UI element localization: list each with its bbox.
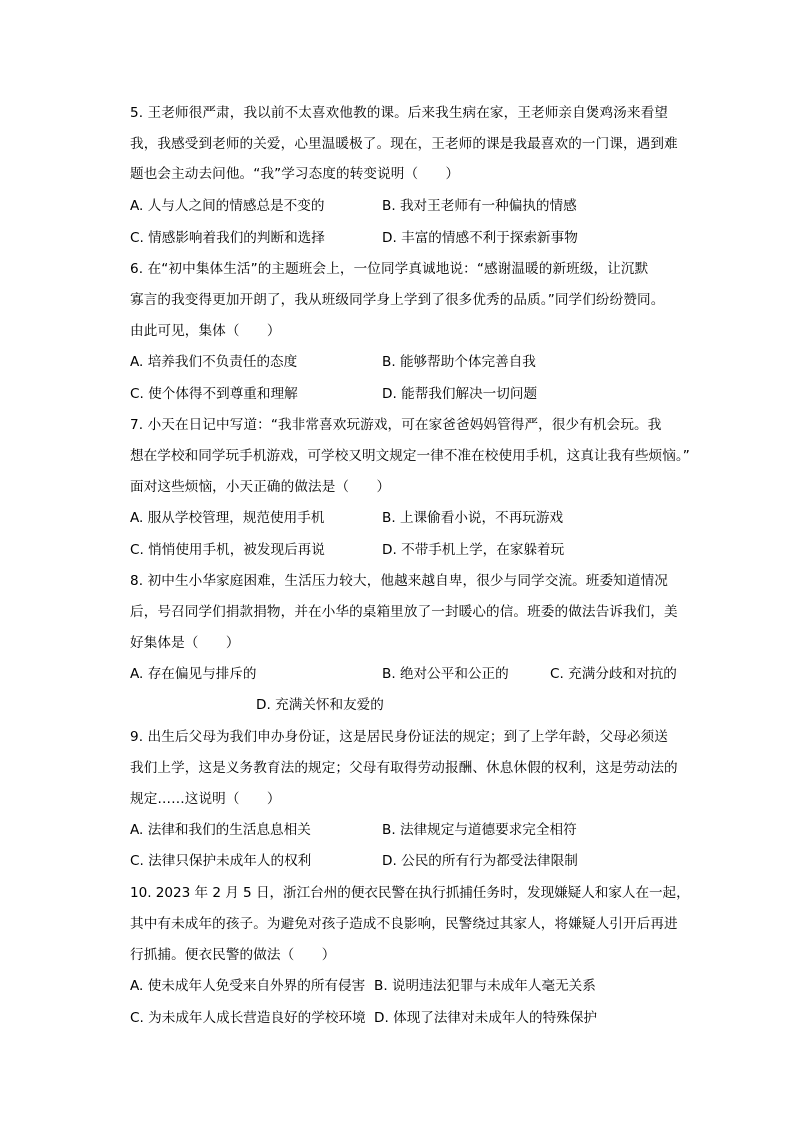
question-8-option-a: A. 存在偏见与排斥的 bbox=[130, 666, 257, 682]
question-7-line-2: 想在学校和同学玩手机游戏，可学校又明文规定一律不准在校使用手机，这真让我有些烦恼。” bbox=[130, 448, 690, 464]
question-6-option-c: C. 使个体得不到尊重和理解 bbox=[130, 386, 298, 402]
question-8-option-b: B. 绝对公平和公正的 bbox=[382, 666, 509, 682]
question-5-line-1: 5. 王老师很严肃，我以前不太喜欢他教的课。后来我生病在家，王老师亲自煲鸡汤来看望 bbox=[130, 105, 668, 121]
question-8-line-3: 好集体是（ ） bbox=[130, 635, 240, 651]
question-7-line-3: 面对这些烦恼，小天正确的做法是（ ） bbox=[130, 479, 391, 495]
question-5-option-c: C. 情感影响着我们的判断和选择 bbox=[130, 230, 325, 246]
question-5-option-b: B. 我对王老师有一种偏执的情感 bbox=[382, 198, 577, 214]
question-9-line-2: 我们上学，这是义务教育法的规定；父母有取得劳动报酬、休息休假的权利，这是劳动法的 bbox=[130, 760, 678, 776]
question-10-option-d: D. 体现了法律对未成年人的特殊保护 bbox=[374, 1010, 598, 1026]
question-5-option-a: A. 人与人之间的情感总是不变的 bbox=[130, 198, 325, 214]
question-9-option-b: B. 法律规定与道德要求完全相符 bbox=[382, 822, 577, 838]
question-9-line-3: 规定……这说明（ ） bbox=[130, 791, 281, 807]
question-6-option-a: A. 培养我们不负责任的态度 bbox=[130, 354, 298, 370]
question-6-line-3: 由此可见，集体（ ） bbox=[130, 323, 281, 339]
question-10-line-3: 行抓捕。便衣民警的做法（ ） bbox=[130, 947, 336, 963]
question-5-line-2: 我，我感受到老师的关爱，心里温暖极了。现在，王老师的课是我最喜欢的一门课，遇到难 bbox=[130, 136, 678, 152]
question-8-option-c: C. 充满分歧和对抗的 bbox=[550, 666, 677, 682]
question-6-line-1: 6. 在“初中集体生活”的主题班会上，一位同学真诚地说：“感谢温暖的新班级，让沉默 bbox=[130, 261, 649, 277]
question-5-option-d: D. 丰富的情感不利于探索新事物 bbox=[382, 230, 578, 246]
question-6-line-2: 寡言的我变得更加开朗了，我从班级同学身上学到了很多优秀的品质。”同学们纷纷赞同。 bbox=[130, 292, 665, 308]
question-9-line-1: 9. 出生后父母为我们申办身份证，这是居民身份证法的规定；到了上学年龄，父母必须送 bbox=[130, 729, 668, 745]
question-6-option-d: D. 能帮我们解决一切问题 bbox=[382, 386, 538, 402]
question-7-option-b: B. 上课偷看小说，不再玩游戏 bbox=[382, 510, 564, 526]
question-10-option-a: A. 使未成年人免受来自外界的所有侵害 bbox=[130, 978, 366, 994]
question-10-line-1: 10. 2023 年 2 月 5 日，浙江台州的便衣民警在执行抓捕任务时，发现嫌疑人和家人在一起， bbox=[130, 885, 690, 901]
question-9-option-a: A. 法律和我们的生活息息相关 bbox=[130, 822, 311, 838]
question-10-option-b: B. 说明违法犯罪与未成年人毫无关系 bbox=[374, 978, 596, 994]
question-8-line-1: 8. 初中生小华家庭困难，生活压力较大，他越来越自卑，很少与同学交流。班委知道情况 bbox=[130, 573, 668, 589]
question-8-option-d: D. 充满关怀和友爱的 bbox=[256, 697, 384, 713]
question-8-line-2: 后，号召同学们捐款捐物，并在小华的桌箱里放了一封暖心的信。班委的做法告诉我们，美 bbox=[130, 604, 678, 620]
question-7-option-c: C. 悄悄使用手机，被发现后再说 bbox=[130, 542, 325, 558]
question-10-option-c: C. 为未成年人成长营造良好的学校环境 bbox=[130, 1010, 366, 1026]
question-7-option-a: A. 服从学校管理，规范使用手机 bbox=[130, 510, 325, 526]
question-7-option-d: D. 不带手机上学，在家躲着玩 bbox=[382, 542, 565, 558]
question-7-line-1: 7. 小天在日记中写道：“我非常喜欢玩游戏，可在家爸爸妈妈管得严，很少有机会玩。我 bbox=[130, 417, 662, 433]
question-9-option-c: C. 法律只保护未成年人的权利 bbox=[130, 853, 312, 869]
question-10-line-2: 其中有未成年的孩子。为避免对孩子造成不良影响，民警绕过其家人，将嫌疑人引开后再进 bbox=[130, 916, 678, 932]
question-5-line-3: 题也会主动去问他。“我”学习态度的转变说明（ ） bbox=[130, 166, 460, 182]
question-6-option-b: B. 能够帮助个体完善自我 bbox=[382, 354, 536, 370]
question-9-option-d: D. 公民的所有行为都受法律限制 bbox=[382, 853, 578, 869]
